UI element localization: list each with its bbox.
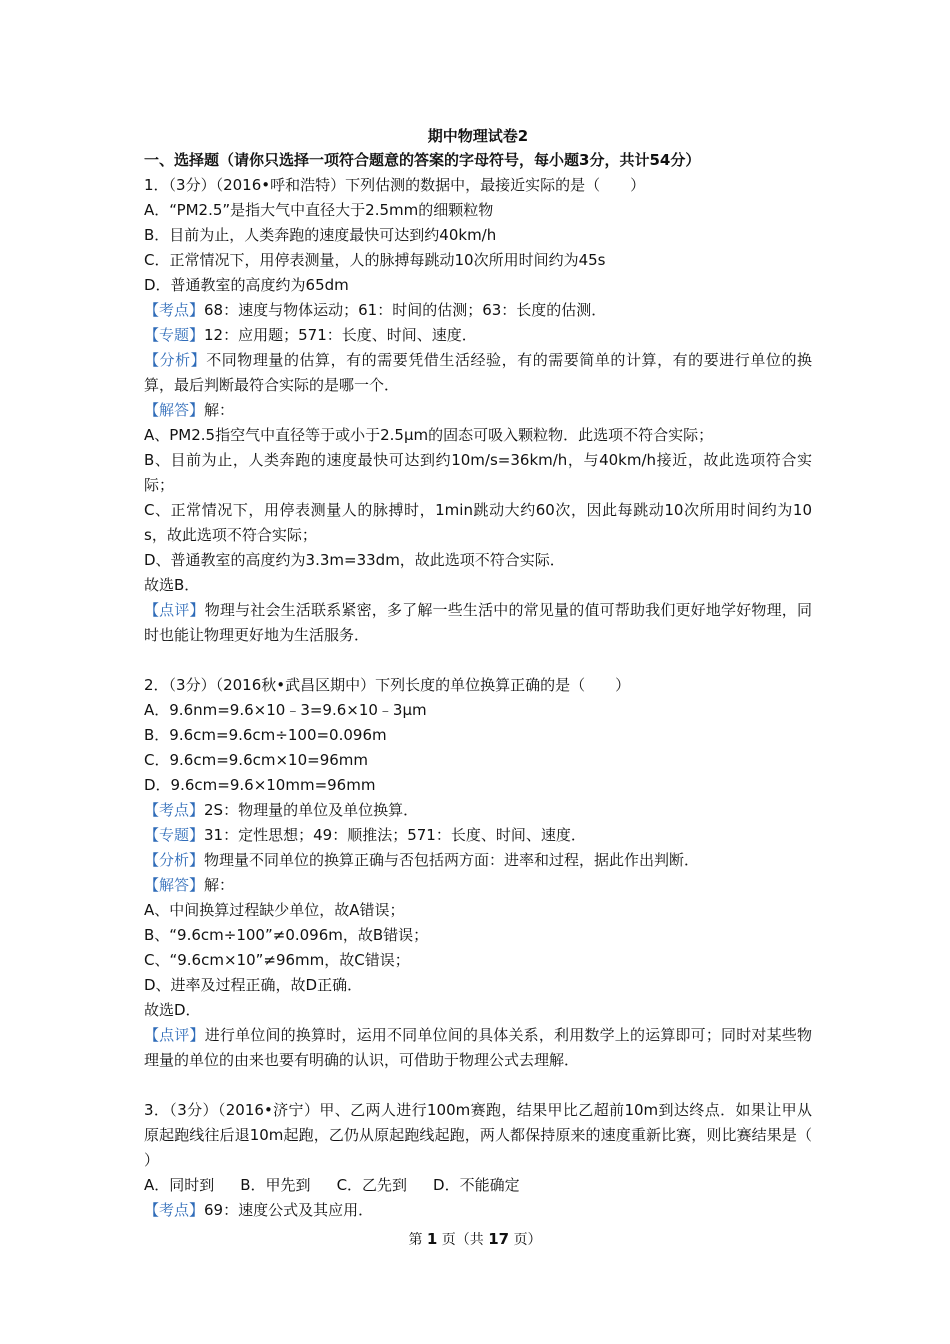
option-d: D．不能确定 [433, 1176, 520, 1194]
jieda-row [144, 873, 812, 898]
option-d: D．普通教室的高度约为65dm [144, 276, 349, 294]
fenxi-tag: 【分析】 [144, 351, 207, 369]
jieda-row [144, 398, 812, 423]
zhuanti-tag: 【专题】 [144, 826, 205, 844]
zhuanti-tag: 【专题】 [144, 326, 205, 344]
kaodian-text: 2S：物理量的单位及单位换算． [204, 801, 419, 819]
option-c: C．正常情况下，用停表测量，人的脉搏每跳动10次所用时间约为45s [144, 251, 606, 269]
page-footer [0, 1228, 950, 1251]
kaodian-tag: 【考点】 [144, 1201, 205, 1219]
dianping-row [144, 598, 812, 648]
answer-line: C、“9.6cm×10”≠96mm，故C错误； [144, 951, 410, 969]
option-c: C．乙先到 [336, 1176, 408, 1194]
kaodian-tag: 【考点】 [144, 801, 205, 819]
answer-line: C、正常情况下，用停表测量人的脉搏时，1min跳动大约60次，因此每跳动10次所用时间约为10s，故此选项不符合实际； [144, 501, 812, 544]
kaodian-row [144, 298, 812, 323]
footer-suffix: 页） [513, 1232, 542, 1248]
footer-total-pages: 17 [488, 1230, 510, 1248]
jieda-tag: 【解答】 [144, 401, 205, 419]
answer-line: A、中间换算过程缺少单位，故A错误； [144, 901, 405, 919]
question-stem: 1．（3分）（2016•呼和浩特）下列估测的数据中，最接近实际的是（ ） [144, 176, 646, 194]
dianping-tag: 【点评】 [144, 1026, 205, 1044]
dianping-row [144, 1023, 812, 1073]
page-title: 期中物理试卷2 [427, 127, 529, 145]
kaodian-tag: 【考点】 [144, 301, 205, 319]
kaodian-text: 68：速度与物体运动；61：时间的估测；63：长度的估测． [204, 301, 607, 319]
option-d: D．9.6cm=9.6×10mm=96mm [144, 776, 376, 794]
answer-choice: 故选B． [144, 576, 200, 594]
fenxi-row [144, 348, 812, 398]
zhuanti-row [144, 323, 812, 348]
option-a: A．同时到 [144, 1176, 215, 1194]
kaodian-row [144, 1198, 812, 1223]
answer-line: D、进率及过程正确，故D正确． [144, 976, 363, 994]
options-row [144, 1173, 812, 1198]
footer-prefix: 第 [408, 1232, 423, 1248]
zhuanti-row [144, 823, 812, 848]
answer-line: B、目前为止，人类奔跑的速度最快可达到约10m/s=36km/h，与40km/h接近，故此选项符合实际； [144, 451, 812, 494]
jieda-head: 解： [204, 401, 235, 419]
fenxi-tag: 【分析】 [144, 851, 205, 869]
footer-mid: 页（共 [441, 1232, 484, 1248]
zhuanti-text: 31：定性思想；49：顺推法；571：长度、时间、速度． [204, 826, 586, 844]
option-b: B．甲先到 [240, 1176, 311, 1194]
spacer [144, 648, 812, 673]
kaodian-text: 69：速度公式及其应用． [204, 1201, 374, 1219]
question-1 [144, 173, 812, 648]
question-stem: 2．（3分）（2016秋•武昌区期中）下列长度的单位换算正确的是（ ） [144, 676, 631, 694]
fenxi-text: 不同物理量的估算，有的需要凭借生活经验，有的需要简单的计算，有的要进行单位的换算，最后判断最符合实际的是哪一个． [144, 351, 812, 394]
footer-page-number: 1 [426, 1230, 438, 1248]
answer-line: A、PM2.5指空气中直径等于或小于2.5μm的固态可吸入颗粒物．此选项不符合实际； [144, 426, 714, 444]
answer-line: B、“9.6cm÷100”≠0.096m，故B错误； [144, 926, 429, 944]
dianping-text: 物理与社会生活联系紧密，多了解一些生活中的常见量的值可帮助我们更好地学好物理，同时也能让物理更好地为生活服务． [144, 601, 812, 644]
kaodian-row [144, 798, 812, 823]
jieda-head: 解： [204, 876, 235, 894]
question-stem: 3．（3分）（2016•济宁）甲、乙两人进行100m赛跑，结果甲比乙超前10m到达终点．如果让甲从原起跑线往后退10m起跑，乙仍从原起跑线起跑，两人都保持原来的速度重新比赛，则比赛结果是（ ） [144, 1101, 843, 1169]
zhuanti-text: 12：应用题；571：长度、时间、速度． [204, 326, 477, 344]
option-a: A．“PM2.5”是指大气中直径大于2.5mm的细颗粒物 [144, 201, 494, 219]
option-c: C．9.6cm=9.6cm×10=96mm [144, 751, 369, 769]
fenxi-text: 物理量不同单位的换算正确与否包括两方面：进率和过程，据此作出判断． [204, 851, 700, 869]
dianping-text: 进行单位间的换算时，运用不同单位间的具体关系，利用数学上的运算即可；同时对某些物理量的单位的由来也要有明确的认识，可借助于物理公式去理解． [144, 1026, 812, 1069]
jieda-tag: 【解答】 [144, 876, 205, 894]
section-heading: 一、选择题（请你只选择一项符合题意的答案的字母符号，每小题3分，共计54分） [144, 151, 701, 169]
spacer [144, 1073, 812, 1098]
answer-line: D、普通教室的高度约为3.3m=33dm，故此选项不符合实际． [144, 551, 565, 569]
option-a: A．9.6nm=9.6×10﹣3=9.6×10﹣3μm [144, 701, 427, 719]
question-3 [144, 1098, 843, 1223]
fenxi-row [144, 848, 812, 873]
option-b: B．目前为止，人类奔跑的速度最快可达到约40km/h [144, 226, 497, 244]
question-2 [144, 673, 812, 1073]
answer-choice: 故选D． [144, 1001, 201, 1019]
option-b: B．9.6cm=9.6cm÷100=0.096m [144, 726, 387, 744]
dianping-tag: 【点评】 [144, 601, 205, 619]
page-content [144, 124, 843, 1223]
